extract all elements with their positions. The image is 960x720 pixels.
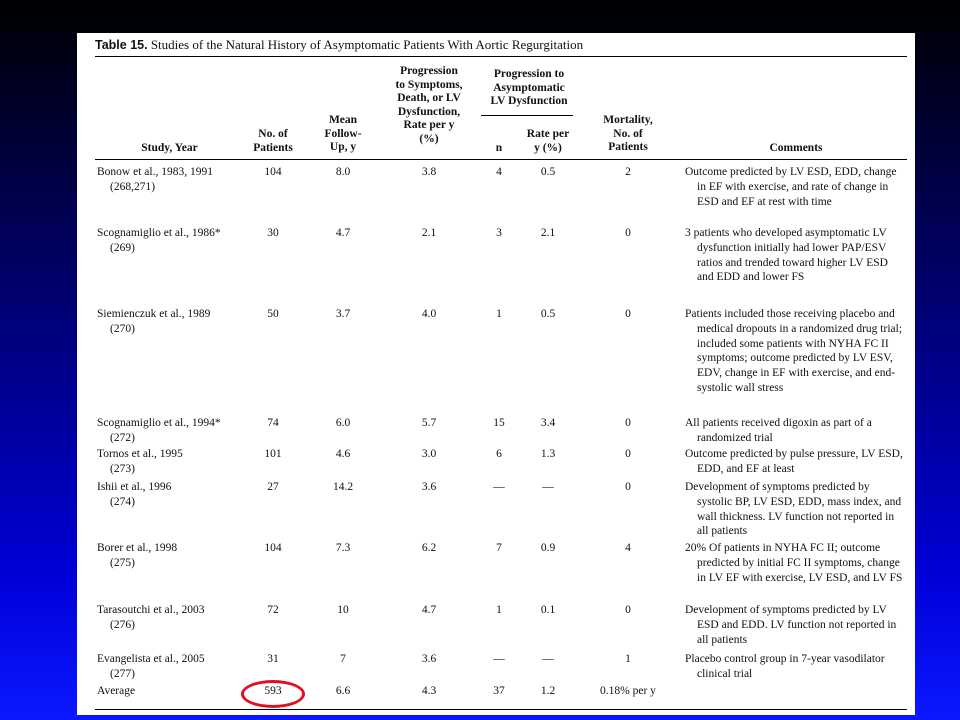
cell-progression: 4.0 bbox=[421, 308, 437, 320]
cell-followup: 7.3 bbox=[335, 542, 351, 554]
cell-comments: Development of symptoms predicted by systolic BP, LV ESD, EDD, mass index, and wall thickness. LV function not reported in all patients bbox=[685, 481, 902, 538]
cell-progression: 2.1 bbox=[421, 227, 437, 239]
header-rule bbox=[95, 159, 907, 160]
cell-comments: Placebo control group in 7-year vasodilator clinical trial bbox=[685, 653, 885, 680]
highlight-circle bbox=[241, 680, 305, 708]
header-rate: Rate per y (%) bbox=[526, 128, 570, 154]
study-reference: (276) bbox=[110, 618, 135, 631]
header-study: Study, Year bbox=[141, 142, 198, 154]
cell-progression: 3.0 bbox=[421, 448, 437, 460]
study-name: Average bbox=[97, 685, 136, 697]
cell-patients: 104 bbox=[264, 166, 282, 178]
cell-n: — bbox=[493, 481, 505, 493]
study-name: Ishii et al., 1996 bbox=[97, 481, 172, 493]
cell-patients: 50 bbox=[267, 308, 279, 320]
cell-rate: 1.2 bbox=[540, 685, 556, 697]
cell-followup: 7 bbox=[340, 653, 346, 665]
cell-comments: Development of symptoms predicted by LV ESD and EDD. LV function not reported in all patients bbox=[685, 604, 897, 646]
cell-followup: 3.7 bbox=[335, 308, 351, 320]
study-reference: (270) bbox=[110, 322, 135, 335]
table-caption: Studies of the Natural History of Asymptomatic Patients With Aortic Regurgitation bbox=[150, 37, 584, 52]
cell-rate: 0.1 bbox=[540, 604, 556, 616]
cell-mortality: 0 bbox=[625, 481, 631, 493]
study-name: Evangelista et al., 2005 bbox=[97, 653, 205, 665]
cell-progression: 4.3 bbox=[421, 685, 437, 697]
cell-followup: 4.6 bbox=[335, 448, 351, 460]
cell-mortality: 2 bbox=[625, 166, 631, 178]
cell-followup: 6.6 bbox=[335, 685, 351, 697]
cell-mortality: 0 bbox=[625, 308, 631, 320]
cell-progression: 4.7 bbox=[421, 604, 437, 616]
study-reference: (268,271) bbox=[110, 180, 156, 193]
cell-rate: 0.9 bbox=[540, 542, 556, 554]
cell-rate: 3.4 bbox=[540, 417, 556, 429]
cell-comments: Patients included those receiving placebo and medical dropouts in a randomized drug trial; included some patients with NYHA FC II symptoms; outcome predicted by LV ESV, EDV, change in EF with exercise, and end-systolic wall stress bbox=[685, 308, 903, 394]
cell-study bbox=[97, 165, 242, 195]
cell-n: 1 bbox=[496, 308, 502, 320]
cell-followup: 6.0 bbox=[335, 417, 351, 429]
cell-study bbox=[97, 480, 242, 510]
asymptomatic-subrule bbox=[481, 115, 573, 116]
header-progression: Progression to Symptoms, Death, or LV Dysfunction, Rate per y (%) bbox=[395, 65, 463, 145]
cell-study bbox=[97, 603, 242, 633]
cell-progression: 6.2 bbox=[421, 542, 437, 554]
cell-mortality: 0 bbox=[625, 448, 631, 460]
cell-progression: 3.6 bbox=[421, 653, 437, 665]
cell-rate: 1.3 bbox=[540, 448, 556, 460]
cell-patients: 27 bbox=[267, 481, 279, 493]
study-name: Scognamiglio et al., 1994* bbox=[97, 417, 221, 429]
study-reference: (275) bbox=[110, 556, 135, 569]
cell-followup: 14.2 bbox=[332, 481, 354, 493]
study-name: Tarasoutchi et al., 2003 bbox=[97, 604, 205, 616]
cell-patients: 30 bbox=[267, 227, 279, 239]
cell-progression: 3.6 bbox=[421, 481, 437, 493]
cell-n: — bbox=[493, 653, 505, 665]
cell-mortality: 0.18% per y bbox=[600, 685, 656, 697]
cell-study bbox=[97, 447, 242, 477]
cell-rate: — bbox=[542, 653, 554, 665]
cell-rate: 0.5 bbox=[540, 308, 556, 320]
study-reference: (273) bbox=[110, 462, 135, 475]
cell-progression: 5.7 bbox=[421, 417, 437, 429]
cell-followup: 4.7 bbox=[335, 227, 351, 239]
cell-comments: Outcome predicted by pulse pressure, LV ESD, EDD, and EF at least bbox=[685, 448, 903, 475]
cell-patients: 74 bbox=[267, 417, 279, 429]
cell-n: 6 bbox=[496, 448, 502, 460]
top-rule bbox=[95, 56, 907, 57]
cell-study bbox=[97, 307, 242, 337]
cell-n: 3 bbox=[496, 227, 502, 239]
cell-mortality: 0 bbox=[625, 227, 631, 239]
table-number: Table 15. bbox=[95, 38, 148, 52]
header-patients: No. of Patients bbox=[253, 128, 293, 154]
table-sheet bbox=[77, 33, 915, 715]
cell-patients: 101 bbox=[264, 448, 282, 460]
cell-patients: 593 bbox=[264, 685, 282, 697]
cell-study bbox=[97, 541, 242, 571]
cell-followup: 10 bbox=[337, 604, 349, 616]
bottom-rule bbox=[95, 709, 907, 710]
cell-n: 15 bbox=[493, 417, 505, 429]
header-mortality: Mortality, No. of Patients bbox=[603, 114, 653, 153]
cell-rate: — bbox=[542, 481, 554, 493]
cell-n: 37 bbox=[493, 685, 505, 697]
cell-comments: 20% Of patients in NYHA FC II; outcome predicted by initial FC II symptoms, change in LV EF with exercise, LV ESD, and LV FS bbox=[685, 542, 903, 584]
study-name: Borer et al., 1998 bbox=[97, 542, 178, 554]
cell-comments: All patients received digoxin as part of a randomized trial bbox=[685, 417, 872, 444]
cell-followup: 8.0 bbox=[335, 166, 351, 178]
cell-study bbox=[97, 416, 242, 446]
cell-mortality: 0 bbox=[625, 604, 631, 616]
study-reference: (272) bbox=[110, 431, 135, 444]
cell-comments: 3 patients who developed asymptomatic LV dysfunction initially had lower PAP/ESV ratios and trended toward higher LV ESD and EDD and lower FS bbox=[685, 227, 888, 284]
cell-study bbox=[97, 652, 242, 682]
cell-n: 4 bbox=[496, 166, 502, 178]
cell-comments: Outcome predicted by LV ESD, EDD, change in EF with exercise, and rate of change in ESD and EF at rest with time bbox=[685, 166, 897, 208]
cell-patients: 72 bbox=[267, 604, 279, 616]
study-name: Bonow et al., 1983, 1991 bbox=[97, 166, 213, 178]
study-name: Scognamiglio et al., 1986* bbox=[97, 227, 221, 239]
header-comments: Comments bbox=[769, 142, 823, 154]
cell-study bbox=[97, 226, 242, 256]
header-n: n bbox=[495, 142, 503, 154]
study-name: Tornos et al., 1995 bbox=[97, 448, 183, 460]
study-reference: (277) bbox=[110, 667, 135, 680]
cell-mortality: 0 bbox=[625, 417, 631, 429]
cell-mortality: 4 bbox=[625, 542, 631, 554]
cell-study bbox=[97, 684, 242, 699]
cell-n: 7 bbox=[496, 542, 502, 554]
cell-rate: 2.1 bbox=[540, 227, 556, 239]
study-name: Siemienczuk et al., 1989 bbox=[97, 308, 211, 320]
cell-progression: 3.8 bbox=[421, 166, 437, 178]
cell-n: 1 bbox=[496, 604, 502, 616]
cell-mortality: 1 bbox=[625, 653, 631, 665]
study-reference: (269) bbox=[110, 241, 135, 254]
cell-patients: 104 bbox=[264, 542, 282, 554]
cell-rate: 0.5 bbox=[540, 166, 556, 178]
study-reference: (274) bbox=[110, 495, 135, 508]
cell-patients: 31 bbox=[267, 653, 279, 665]
header-followup: Mean Follow- Up, y bbox=[324, 114, 362, 153]
table-title bbox=[95, 37, 583, 53]
header-asymptomatic-group: Progression to Asymptomatic LV Dysfunction bbox=[490, 68, 568, 107]
